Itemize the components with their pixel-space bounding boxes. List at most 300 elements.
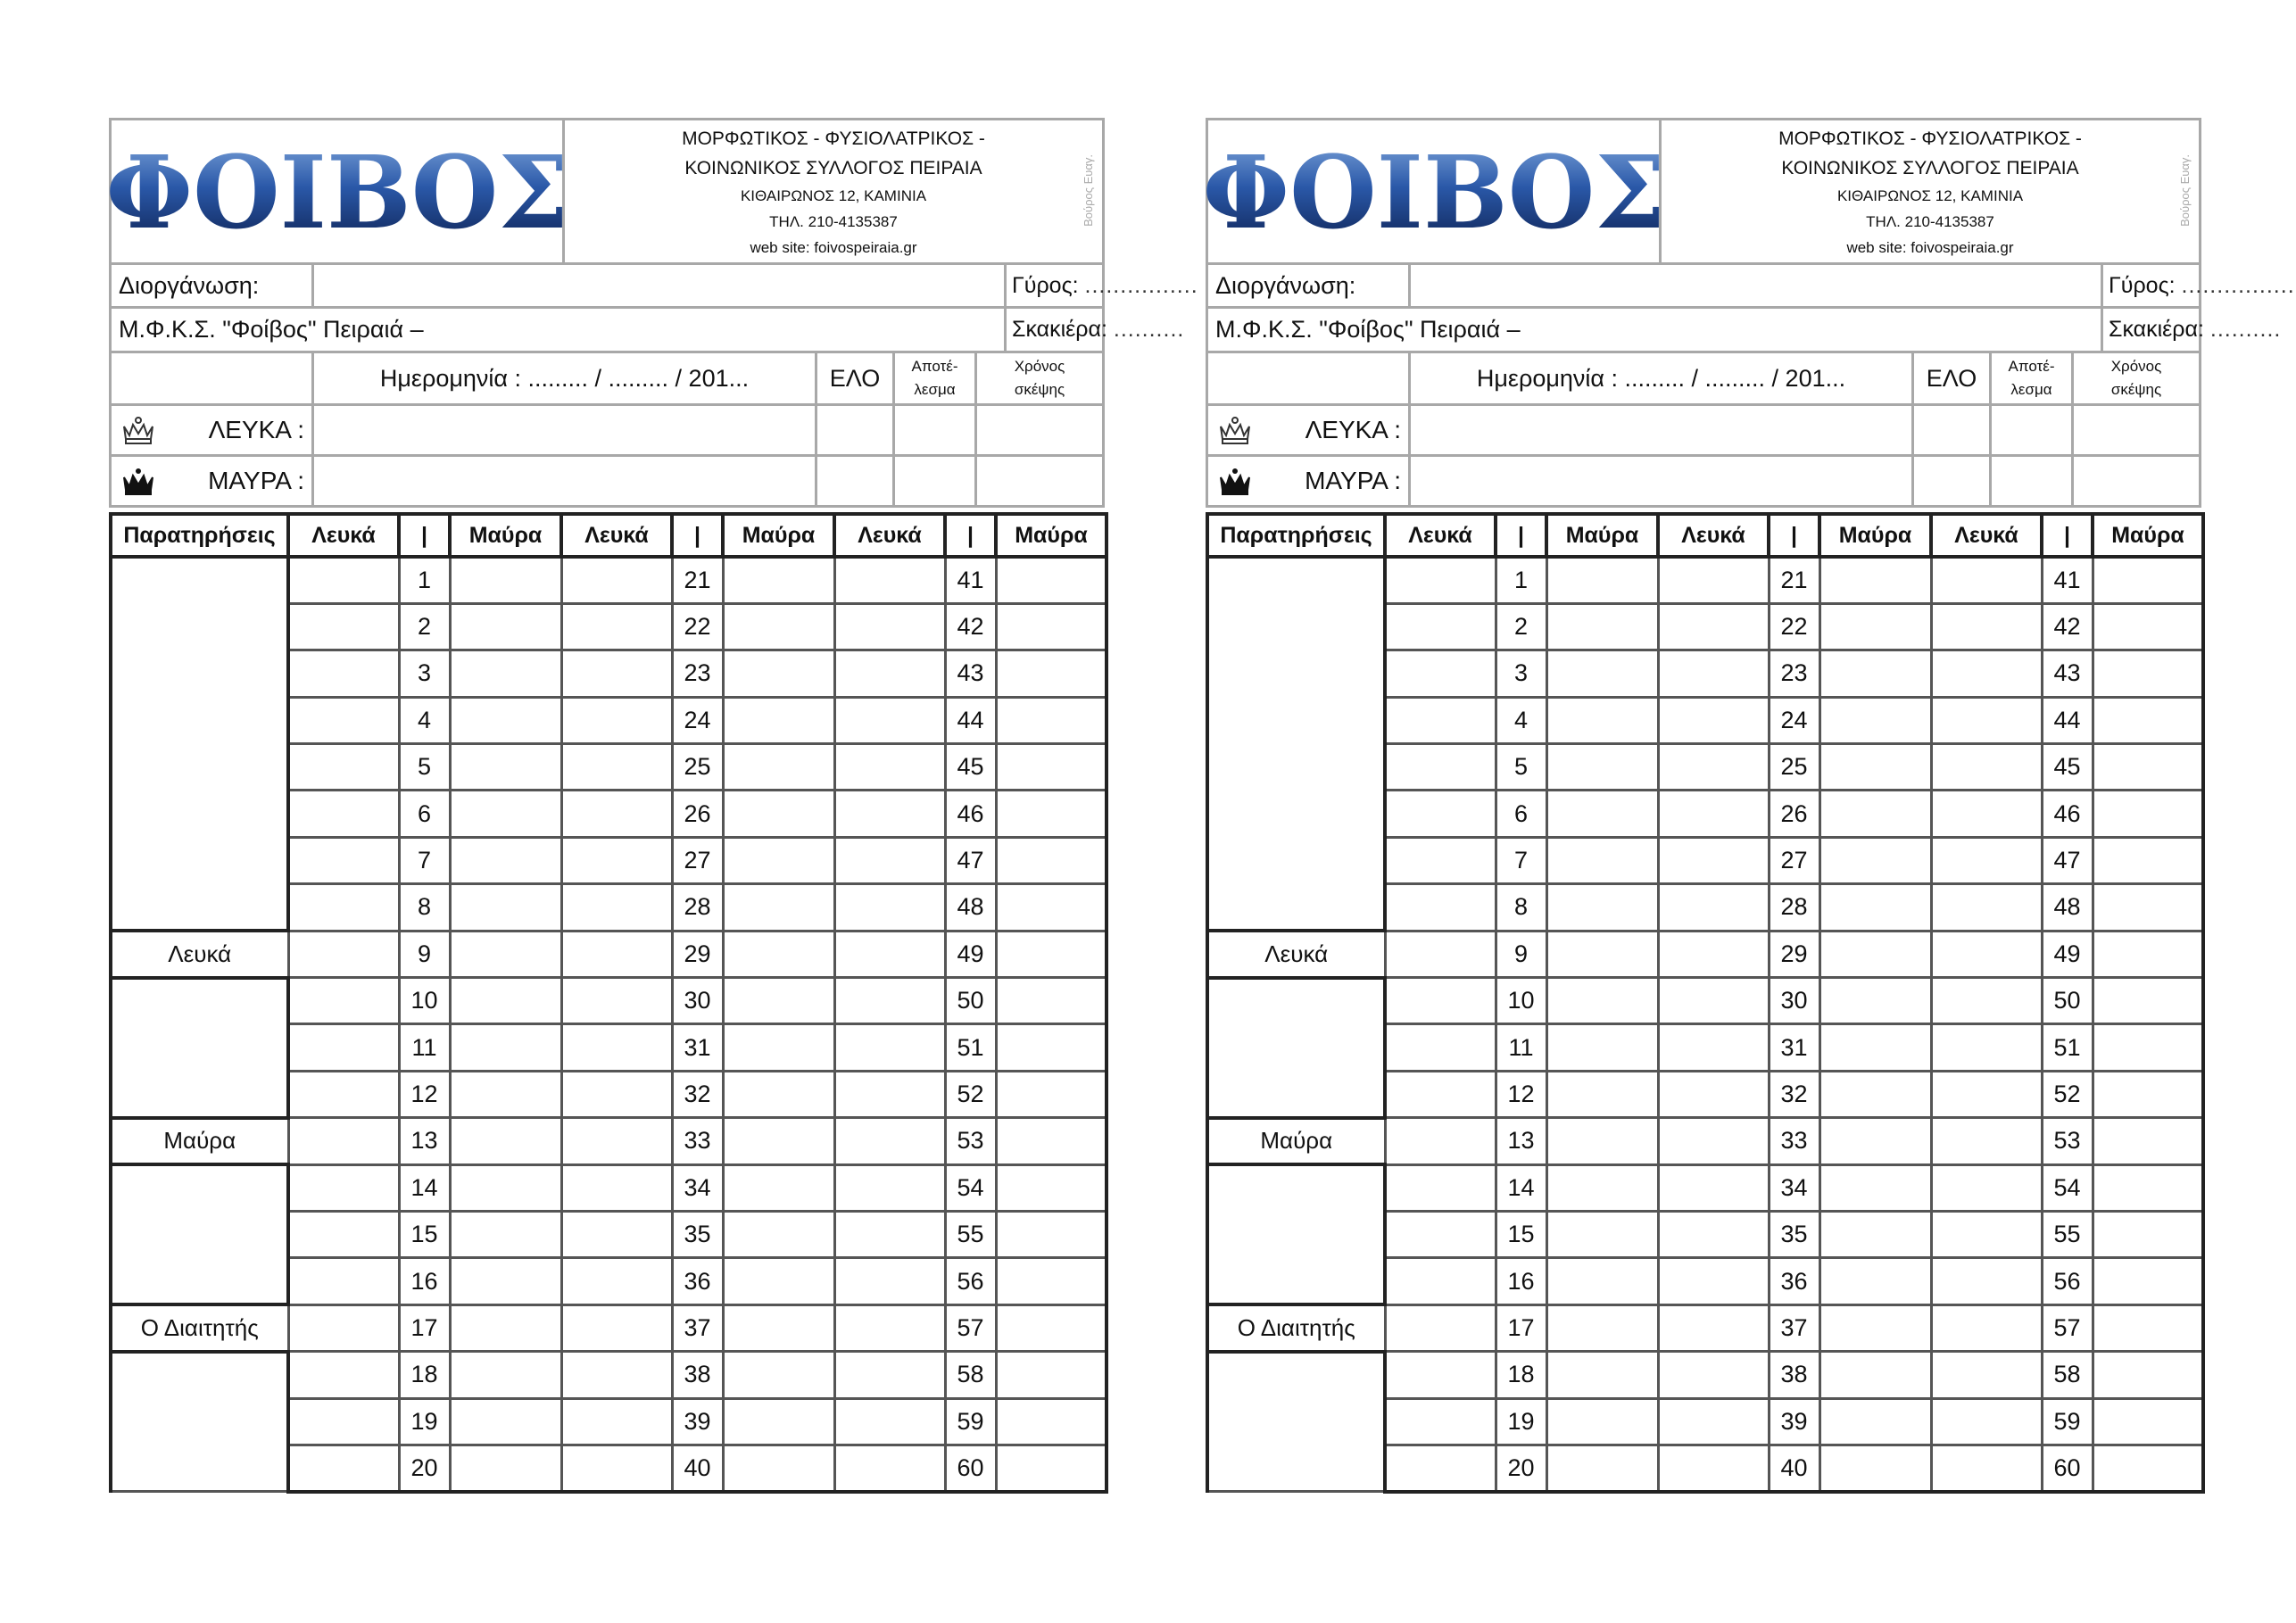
black-move-cell[interactable] [1819, 650, 1931, 697]
black-move-cell[interactable] [2093, 1304, 2203, 1351]
white-move-cell[interactable] [1385, 603, 1496, 650]
black-move-cell[interactable] [723, 931, 834, 977]
remarks-area[interactable] [111, 1352, 288, 1492]
white-move-cell[interactable] [1658, 744, 1769, 791]
white-move-cell[interactable] [1385, 557, 1496, 603]
white-move-cell[interactable] [1385, 837, 1496, 883]
white-move-cell[interactable] [834, 1398, 945, 1445]
white-move-cell[interactable] [1658, 697, 1769, 743]
white-move-cell[interactable] [834, 603, 945, 650]
black-elo-field[interactable] [817, 457, 895, 505]
date-field[interactable]: Ημερομηνία : ......... / ......... / 201... [1476, 364, 1846, 392]
white-move-cell[interactable] [1385, 744, 1496, 791]
black-move-cell[interactable] [1819, 1071, 1931, 1117]
black-move-cell[interactable] [723, 884, 834, 931]
white-move-cell[interactable] [1658, 557, 1769, 603]
black-move-cell[interactable] [2093, 1258, 2203, 1304]
black-move-cell[interactable] [723, 978, 834, 1024]
white-move-cell[interactable] [834, 1211, 945, 1257]
black-move-cell[interactable] [450, 1398, 561, 1445]
black-move-cell[interactable] [723, 1164, 834, 1211]
black-elo-field[interactable] [1914, 457, 1992, 505]
black-move-cell[interactable] [1546, 1352, 1658, 1398]
black-time-field[interactable] [2074, 457, 2199, 505]
white-move-cell[interactable] [1931, 1258, 2042, 1304]
black-move-cell[interactable] [2093, 1445, 2203, 1491]
black-move-cell[interactable] [723, 1071, 834, 1117]
black-move-cell[interactable] [450, 837, 561, 883]
white-move-cell[interactable] [288, 1352, 399, 1398]
black-move-cell[interactable] [1546, 837, 1658, 883]
date-field[interactable]: Ημερομηνία : ......... / ......... / 201... [379, 364, 750, 392]
black-move-cell[interactable] [996, 1304, 1107, 1351]
white-move-cell[interactable] [288, 1398, 399, 1445]
black-move-cell[interactable] [1546, 1164, 1658, 1211]
white-move-cell[interactable] [1385, 791, 1496, 837]
white-move-cell[interactable] [1385, 1304, 1496, 1351]
white-move-cell[interactable] [834, 1164, 945, 1211]
black-move-cell[interactable] [1819, 1024, 1931, 1071]
white-move-cell[interactable] [1658, 1118, 1769, 1164]
white-move-cell[interactable] [1658, 1398, 1769, 1445]
white-move-cell[interactable] [1931, 978, 2042, 1024]
white-move-cell[interactable] [288, 978, 399, 1024]
white-move-cell[interactable] [1931, 1304, 2042, 1351]
black-move-cell[interactable] [1546, 978, 1658, 1024]
white-move-cell[interactable] [561, 1398, 672, 1445]
black-move-cell[interactable] [996, 837, 1107, 883]
black-move-cell[interactable] [723, 1445, 834, 1491]
white-move-cell[interactable] [1658, 1352, 1769, 1398]
black-move-cell[interactable] [450, 1071, 561, 1117]
white-move-cell[interactable] [1931, 931, 2042, 977]
white-move-cell[interactable] [1658, 791, 1769, 837]
remarks-area[interactable] [111, 1164, 288, 1304]
black-move-cell[interactable] [1546, 1071, 1658, 1117]
black-move-cell[interactable] [1546, 1445, 1658, 1491]
white-move-cell[interactable] [561, 1304, 672, 1351]
move-number: 17 [1496, 1304, 1546, 1351]
white-move-cell[interactable] [288, 1118, 399, 1164]
white-move-cell[interactable] [561, 1445, 672, 1491]
black-move-cell[interactable] [996, 1352, 1107, 1398]
white-move-cell[interactable] [834, 744, 945, 791]
black-move-cell[interactable] [1819, 603, 1931, 650]
black-move-cell[interactable] [2093, 1211, 2203, 1257]
white-move-cell[interactable] [834, 1304, 945, 1351]
white-move-cell[interactable] [561, 744, 672, 791]
white-move-cell[interactable] [1385, 1398, 1496, 1445]
white-move-cell[interactable] [288, 1164, 399, 1211]
black-move-cell[interactable] [723, 603, 834, 650]
black-move-cell[interactable] [450, 791, 561, 837]
black-move-cell[interactable] [2093, 884, 2203, 931]
black-move-cell[interactable] [723, 557, 834, 603]
black-result-field[interactable] [895, 457, 977, 505]
white-move-cell[interactable] [1658, 931, 1769, 977]
black-move-cell[interactable] [450, 1258, 561, 1304]
white-move-cell[interactable] [288, 1024, 399, 1071]
move-number: 56 [2042, 1258, 2093, 1304]
black-move-cell[interactable] [996, 1164, 1107, 1211]
white-move-cell[interactable] [561, 931, 672, 977]
black-move-cell[interactable] [450, 557, 561, 603]
black-move-cell[interactable] [450, 931, 561, 977]
black-move-cell[interactable] [1546, 791, 1658, 837]
black-move-cell[interactable] [1819, 1211, 1931, 1257]
white-move-cell[interactable] [1931, 1352, 2042, 1398]
black-move-cell[interactable] [996, 931, 1107, 977]
white-move-cell[interactable] [1931, 837, 2042, 883]
white-move-cell[interactable] [1658, 884, 1769, 931]
white-move-cell[interactable] [561, 1258, 672, 1304]
white-move-cell[interactable] [834, 1118, 945, 1164]
black-move-cell[interactable] [1546, 1118, 1658, 1164]
white-move-cell[interactable] [1658, 1304, 1769, 1351]
remarks-area[interactable] [1207, 1352, 1385, 1492]
white-move-cell[interactable] [288, 884, 399, 931]
white-move-cell[interactable] [288, 1445, 399, 1491]
black-move-cell[interactable] [1546, 650, 1658, 697]
black-move-cell[interactable] [1546, 1211, 1658, 1257]
black-move-cell[interactable] [450, 697, 561, 743]
white-move-cell[interactable] [288, 1211, 399, 1257]
white-move-cell[interactable] [1931, 697, 2042, 743]
white-move-cell[interactable] [1385, 1024, 1496, 1071]
move-number: 58 [945, 1352, 996, 1398]
black-move-cell[interactable] [1819, 1164, 1931, 1211]
white-move-cell[interactable] [1931, 1164, 2042, 1211]
black-move-cell[interactable] [723, 1118, 834, 1164]
black-move-cell[interactable] [1819, 744, 1931, 791]
black-move-cell[interactable] [1819, 1445, 1931, 1491]
black-move-cell[interactable] [996, 1211, 1107, 1257]
black-player-row [109, 457, 1105, 508]
move-number: 8 [1496, 884, 1546, 931]
black-move-cell[interactable] [723, 791, 834, 837]
board-label[interactable]: Σκακιέρα: .......... [2109, 317, 2282, 342]
black-move-cell[interactable] [1546, 1398, 1658, 1445]
move-number: 37 [1769, 1304, 1819, 1351]
move-number: 7 [1496, 837, 1546, 883]
black-move-cell[interactable] [723, 837, 834, 883]
black-move-cell[interactable] [996, 557, 1107, 603]
black-move-cell[interactable] [723, 1258, 834, 1304]
black-move-cell[interactable] [1546, 744, 1658, 791]
white-move-cell[interactable] [1931, 1024, 2042, 1071]
black-move-cell[interactable] [1819, 697, 1931, 743]
white-move-cell[interactable] [1658, 650, 1769, 697]
white-move-cell[interactable] [1931, 1071, 2042, 1117]
black-move-cell[interactable] [450, 978, 561, 1024]
white-elo-field[interactable] [1914, 406, 1992, 454]
white-move-cell[interactable] [1385, 650, 1496, 697]
white-move-cell[interactable] [1385, 1352, 1496, 1398]
black-move-cell[interactable] [723, 1352, 834, 1398]
black-move-cell[interactable] [2093, 1118, 2203, 1164]
white-move-cell[interactable] [561, 1024, 672, 1071]
white-move-cell[interactable] [288, 650, 399, 697]
white-move-cell[interactable] [1931, 1211, 2042, 1257]
white-player-name-field[interactable] [314, 406, 817, 454]
white-move-cell[interactable] [1931, 1398, 2042, 1445]
black-move-cell[interactable] [450, 1024, 561, 1071]
black-player-name-field[interactable] [1411, 457, 1914, 505]
black-move-cell[interactable] [723, 1024, 834, 1071]
black-move-cell[interactable] [450, 1211, 561, 1257]
moves-header-cell: | [672, 514, 723, 557]
white-move-cell[interactable] [834, 931, 945, 977]
white-move-cell[interactable] [834, 1258, 945, 1304]
black-move-cell[interactable] [2093, 557, 2203, 603]
move-number: 4 [1496, 697, 1546, 743]
black-move-cell[interactable] [450, 603, 561, 650]
black-move-cell[interactable] [1546, 1304, 1658, 1351]
remarks-area[interactable] [111, 557, 288, 931]
result-label: Αποτέ- λεσμα [2008, 358, 2055, 398]
black-move-cell[interactable] [2093, 1071, 2203, 1117]
black-move-cell[interactable] [450, 650, 561, 697]
black-move-cell[interactable] [1546, 1024, 1658, 1071]
black-move-cell[interactable] [996, 603, 1107, 650]
round-label[interactable]: Γύρος: ................ [1012, 272, 1198, 298]
black-move-cell[interactable] [1546, 557, 1658, 603]
black-move-cell[interactable] [723, 1398, 834, 1445]
black-move-cell[interactable] [2093, 1024, 2203, 1071]
white-move-cell[interactable] [1385, 1258, 1496, 1304]
white-move-cell[interactable] [1931, 557, 2042, 603]
white-move-cell[interactable] [1385, 1211, 1496, 1257]
move-number: 44 [2042, 697, 2093, 743]
black-move-cell[interactable] [996, 791, 1107, 837]
white-move-cell[interactable] [288, 557, 399, 603]
white-move-cell[interactable] [834, 791, 945, 837]
black-move-cell[interactable] [1819, 791, 1931, 837]
black-move-cell[interactable] [450, 884, 561, 931]
board-label[interactable]: Σκακιέρα: .......... [1012, 317, 1185, 342]
black-move-cell[interactable] [2093, 650, 2203, 697]
moves-header-cell: Λευκά [1658, 514, 1769, 557]
moves-header-cell: | [1769, 514, 1819, 557]
black-move-cell[interactable] [450, 1304, 561, 1351]
move-number: 25 [672, 744, 723, 791]
white-move-cell[interactable] [561, 1211, 672, 1257]
white-move-cell[interactable] [1385, 1071, 1496, 1117]
white-result-field[interactable] [1992, 406, 2074, 454]
black-move-cell[interactable] [996, 697, 1107, 743]
white-move-cell[interactable] [1385, 978, 1496, 1024]
white-move-cell[interactable] [288, 931, 399, 977]
black-move-cell[interactable] [723, 650, 834, 697]
black-move-cell[interactable] [1819, 1304, 1931, 1351]
black-move-cell[interactable] [1819, 978, 1931, 1024]
black-move-cell[interactable] [2093, 1398, 2203, 1445]
white-move-cell[interactable] [834, 557, 945, 603]
move-number: 49 [945, 931, 996, 977]
white-move-cell[interactable] [834, 650, 945, 697]
white-move-cell[interactable] [834, 837, 945, 883]
white-move-cell[interactable] [1385, 884, 1496, 931]
remarks-area[interactable] [111, 978, 288, 1118]
white-move-cell[interactable] [288, 744, 399, 791]
black-move-cell[interactable] [2093, 791, 2203, 837]
black-move-cell[interactable] [1546, 884, 1658, 931]
move-number: 2 [1496, 603, 1546, 650]
black-move-cell[interactable] [996, 1258, 1107, 1304]
black-move-cell[interactable] [723, 697, 834, 743]
white-move-cell[interactable] [1658, 837, 1769, 883]
moves-table [1206, 512, 2205, 1494]
black-move-cell[interactable] [996, 744, 1107, 791]
white-move-cell[interactable] [561, 650, 672, 697]
info-row-date [1206, 353, 2201, 406]
white-move-cell[interactable] [1658, 1164, 1769, 1211]
black-move-cell[interactable] [996, 650, 1107, 697]
black-move-cell[interactable] [996, 1398, 1107, 1445]
remarks-area[interactable] [1207, 978, 1385, 1118]
black-move-cell[interactable] [2093, 697, 2203, 743]
move-number: 19 [1496, 1398, 1546, 1445]
white-move-cell[interactable] [834, 1024, 945, 1071]
organization-field[interactable] [1411, 265, 2103, 306]
white-move-cell[interactable] [1931, 1118, 2042, 1164]
white-player-name-field[interactable] [1411, 406, 1914, 454]
white-move-cell[interactable] [1385, 1118, 1496, 1164]
black-move-cell[interactable] [450, 1445, 561, 1491]
white-move-cell[interactable] [561, 557, 672, 603]
black-move-cell[interactable] [2093, 744, 2203, 791]
white-move-cell[interactable] [1385, 1164, 1496, 1211]
black-move-cell[interactable] [723, 744, 834, 791]
white-move-cell[interactable] [288, 1071, 399, 1117]
white-move-cell[interactable] [288, 603, 399, 650]
white-move-cell[interactable] [561, 884, 672, 931]
black-move-cell[interactable] [2093, 1164, 2203, 1211]
white-move-cell[interactable] [1385, 1445, 1496, 1491]
white-move-cell[interactable] [288, 791, 399, 837]
white-move-cell[interactable] [561, 1071, 672, 1117]
move-number: 21 [672, 557, 723, 603]
remarks-label-black: Μαύρα [111, 1118, 288, 1164]
white-move-cell[interactable] [1931, 1445, 2042, 1491]
white-move-cell[interactable] [1658, 1211, 1769, 1257]
round-label[interactable]: Γύρος: ................ [2109, 272, 2295, 298]
black-move-cell[interactable] [996, 1445, 1107, 1491]
white-move-cell[interactable] [1658, 1024, 1769, 1071]
black-move-cell[interactable] [1819, 1258, 1931, 1304]
black-move-cell[interactable] [1819, 931, 1931, 977]
white-move-cell[interactable] [561, 978, 672, 1024]
black-move-cell[interactable] [450, 1118, 561, 1164]
white-move-cell[interactable] [834, 1071, 945, 1117]
move-number: 23 [1769, 650, 1819, 697]
black-move-cell[interactable] [2093, 1352, 2203, 1398]
white-move-cell[interactable] [834, 884, 945, 931]
white-result-field[interactable] [895, 406, 977, 454]
black-move-cell[interactable] [450, 1164, 561, 1211]
remarks-area[interactable] [1207, 557, 1385, 931]
white-move-cell[interactable] [1931, 791, 2042, 837]
white-move-cell[interactable] [1658, 603, 1769, 650]
black-move-cell[interactable] [1546, 697, 1658, 743]
black-move-cell[interactable] [1819, 884, 1931, 931]
white-move-cell[interactable] [1931, 603, 2042, 650]
white-move-cell[interactable] [561, 697, 672, 743]
white-move-cell[interactable] [288, 1258, 399, 1304]
white-move-cell[interactable] [1658, 978, 1769, 1024]
black-move-cell[interactable] [1819, 557, 1931, 603]
white-move-cell[interactable] [1385, 697, 1496, 743]
white-time-field[interactable] [2074, 406, 2199, 454]
white-move-cell[interactable] [561, 837, 672, 883]
move-number: 45 [2042, 744, 2093, 791]
black-move-cell[interactable] [1546, 931, 1658, 977]
black-move-cell[interactable] [450, 1352, 561, 1398]
white-move-cell[interactable] [561, 1118, 672, 1164]
white-move-cell[interactable] [561, 791, 672, 837]
white-move-cell[interactable] [1931, 650, 2042, 697]
black-move-cell[interactable] [2093, 978, 2203, 1024]
black-move-cell[interactable] [996, 1024, 1107, 1071]
black-move-cell[interactable] [1546, 1258, 1658, 1304]
black-move-cell[interactable] [996, 978, 1107, 1024]
move-number: 29 [672, 931, 723, 977]
black-move-cell[interactable] [2093, 931, 2203, 977]
white-move-cell[interactable] [834, 978, 945, 1024]
black-move-cell[interactable] [723, 1211, 834, 1257]
white-move-cell[interactable] [1931, 744, 2042, 791]
black-move-cell[interactable] [723, 1304, 834, 1351]
white-move-cell[interactable] [834, 1445, 945, 1491]
white-move-cell[interactable] [1658, 1258, 1769, 1304]
white-move-cell[interactable] [1385, 931, 1496, 977]
white-move-cell[interactable] [561, 603, 672, 650]
black-move-cell[interactable] [1819, 837, 1931, 883]
white-elo-field[interactable] [817, 406, 895, 454]
black-move-cell[interactable] [1546, 603, 1658, 650]
white-move-cell[interactable] [288, 837, 399, 883]
white-move-cell[interactable] [834, 1352, 945, 1398]
move-number: 60 [945, 1445, 996, 1491]
white-move-cell[interactable] [1658, 1071, 1769, 1117]
organization-field[interactable] [314, 265, 1007, 306]
white-move-cell[interactable] [561, 1164, 672, 1211]
white-move-cell[interactable] [1658, 1445, 1769, 1491]
white-move-cell[interactable] [834, 697, 945, 743]
white-move-cell[interactable] [561, 1352, 672, 1398]
elo-label: ΕΛΟ [829, 364, 881, 392]
black-time-field[interactable] [977, 457, 1102, 505]
black-move-cell[interactable] [2093, 603, 2203, 650]
black-result-field[interactable] [1992, 457, 2074, 505]
move-number: 11 [399, 1024, 450, 1071]
black-move-cell[interactable] [996, 1118, 1107, 1164]
white-move-cell[interactable] [288, 697, 399, 743]
move-number: 22 [672, 603, 723, 650]
black-move-cell[interactable] [2093, 837, 2203, 883]
white-time-field[interactable] [977, 406, 1102, 454]
black-player-name-field[interactable] [314, 457, 817, 505]
black-move-cell[interactable] [450, 744, 561, 791]
black-move-cell[interactable] [996, 1071, 1107, 1117]
black-move-cell[interactable] [1819, 1118, 1931, 1164]
remarks-area[interactable] [1207, 1164, 1385, 1304]
black-move-cell[interactable] [1819, 1398, 1931, 1445]
white-move-cell[interactable] [1931, 884, 2042, 931]
black-move-cell[interactable] [996, 884, 1107, 931]
black-move-cell[interactable] [1819, 1352, 1931, 1398]
white-move-cell[interactable] [288, 1304, 399, 1351]
